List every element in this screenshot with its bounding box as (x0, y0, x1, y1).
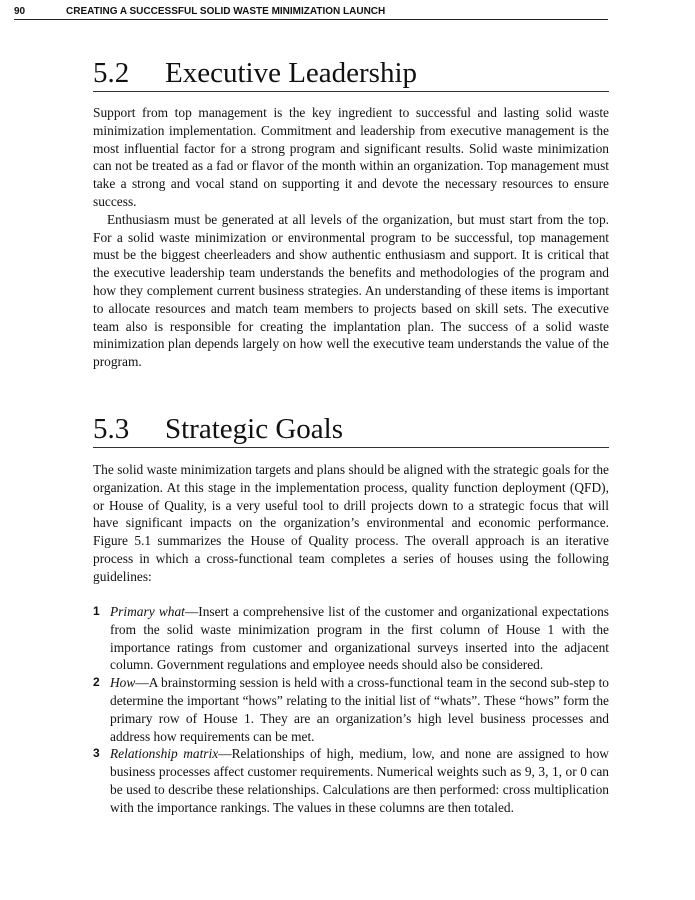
section-title: Executive Leadership (165, 57, 418, 89)
running-header (14, 5, 608, 20)
section-heading-5-2 (93, 55, 609, 92)
list-item-term: How (110, 675, 136, 691)
list-item-term: Relationship matrix (110, 746, 219, 762)
section-5-3-body (93, 461, 609, 586)
list-item-text: —A brainstorming session is held with a cross-functional team in the second sub-step to determine the important “hows” relating to the initial list of “whats”. These “hows” form the primary row of House 1. They are an organization’s high level business processes and address how requirements can be met. (110, 675, 609, 744)
section-number: 5.3 (93, 413, 130, 445)
list-item-number: 1 (93, 604, 100, 618)
section-heading-5-3 (93, 411, 609, 448)
list-item-number: 2 (93, 675, 100, 690)
section-number: 5.2 (93, 57, 130, 89)
list-item (93, 603, 609, 674)
list-item-term: Primary what (110, 604, 185, 619)
section-title: Strategic Goals (165, 413, 343, 445)
list-item (93, 674, 609, 745)
paragraph: Enthusiasm must be generated at all levels of the organization, but must start from the top. For a solid waste minimization or environmental program to be successful, top management must be the biggest cheerleaders and show authentic enthusiasm and support. It is critical that the executive leadership team understands the benefits and methodologies of the program and how they complement current business strategies. An understanding of these items is important to allocate resources and match team members to projects based on skill sets. The executive team also is responsible for creating the implantation plan. The success of a solid waste minimization plan depends largely on how well the executive team understands the value of the program. (93, 211, 609, 370)
paragraph: The solid waste minimization targets and plans should be aligned with the strategic goals for the organization. At this stage in the implementation process, quality function deployment (QFD), or House of Quality, is a very useful tool to drill projects down to a strategic focus that will have significant impacts on the organization’s environmental and economic performance. Figure 5.1 summarizes the House of Quality process. The overall approach is an iterative process in which a cross-functional team completes a series of houses using the following guidelines: (93, 462, 609, 584)
list-item-text: —Relationships of high, medium, low, and none are assigned to how business processes affect customer requirements. Numerical weights such as 9, 3, 1, or 0 can be used to describe these relationships. Calculations are then performed: cross multiplication with the importance rankings. The values in these columns are then totaled. (110, 746, 609, 815)
list-item (93, 745, 609, 816)
paragraph: Support from top management is the key ingredient to successful and lasting solid waste minimization implementation. Commitment and leadership from executive management is the most influential factor for a strong program and significant results. Solid waste minimization can not be treated as a fad or flavor of the month within an organization. Top management must take a strong and vocal stand on supporting it and devote the necessary resources to ensure success. (93, 105, 609, 209)
section-5-2-body (93, 104, 609, 371)
list-item-text: —Insert a comprehensive list of the customer and organizational expectations from the solid waste minimization program in the first column of House 1 with the importance ratings from customer and organizational surveys inserted into the adjacent column. Government regulations and employee needs should also be considered. (110, 604, 609, 673)
page-number: 90 (14, 6, 26, 17)
running-header-title: CREATING A SUCCESSFUL SOLID WASTE MINIMIZATION LAUNCH (66, 6, 386, 17)
list-item-number: 3 (93, 746, 100, 761)
guidelines-list (93, 603, 609, 817)
